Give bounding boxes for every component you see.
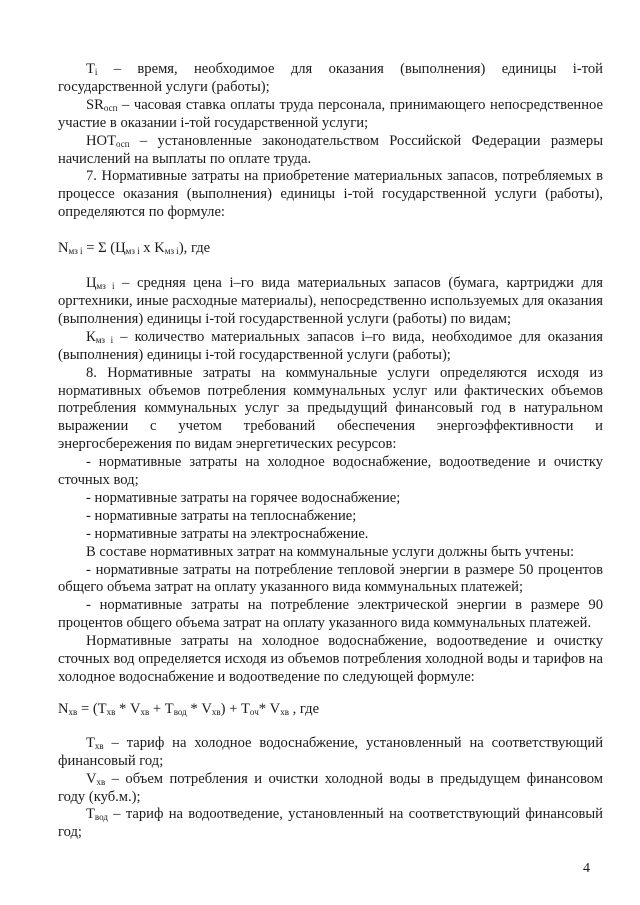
definition-text: – время, необходимое для оказания (выполнения) единицы i-той государственной услуги (работы); [58, 61, 603, 95]
definition-text: – тариф на водоотведение, установленный на соответствующий финансовый год; [58, 806, 603, 841]
bullet-heat-50: - нормативные затраты на потребление тепловой энергии в размере 50 процентов общего объема затрат на оплату указанного вида коммунальных платежей; [58, 561, 603, 596]
definition-text: – часовая ставка оплаты труда персонала, принимающего непосредственное участие в оказании i-той государственной услуги; [58, 96, 603, 131]
formula-part: N [58, 240, 69, 257]
formula-part: * V [115, 700, 141, 717]
subscript: мз i [164, 246, 179, 257]
bullet-cold-water: - нормативные затраты на холодное водоснабжение, водоотведение и очистку сточных вод; [58, 454, 603, 489]
formula-cold-water [58, 701, 603, 719]
subscript: хв [140, 706, 150, 717]
paragraph-sr [58, 97, 603, 133]
formula-part: * V [258, 700, 281, 717]
subscript: i [94, 67, 98, 77]
formula-part: N [58, 700, 69, 717]
symbol: T [86, 734, 95, 751]
subscript: вод [94, 812, 108, 823]
symbol: К [86, 328, 96, 345]
page-number: 4 [583, 861, 590, 876]
subscript: мз i [96, 281, 115, 292]
formula-materials [58, 240, 603, 258]
subscript: вод [173, 706, 187, 717]
item-7: 7. Нормативные затраты на приобретение материальных запасов, потребляемых в процессе оказания (выполнения) единицы i-той государственной услуги (работы), определяются по формуле: [58, 168, 603, 221]
subscript: хв [68, 706, 78, 717]
paragraph-cold-water: Нормативные затраты на холодное водоснабжение, водоотведение и очистку сточных вод определяется исходя из объемов потребления холодной воды и тарифов на холодное водоснабжение и водоотведение по следующей формуле: [58, 633, 603, 685]
formula-part: ) + T [220, 700, 250, 717]
paragraph-c [58, 275, 603, 329]
paragraph-consist: В составе нормативных затрат на коммунальные услуги должны быть учтены: [86, 543, 575, 560]
paragraph-t-i [58, 61, 603, 97]
paragraph-not [58, 133, 603, 169]
subscript: мз i [68, 246, 83, 257]
symbol: SR [86, 96, 104, 113]
paragraph-k [58, 329, 603, 365]
definition-text: – тариф на холодное водоснабжение, установленный на соответствующий финансовый год; [58, 734, 603, 769]
subscript: хв [94, 740, 104, 751]
definition-text: – установленные законодательством Российской Федерации размеры начислений на выплаты по оплате труда. [58, 132, 603, 167]
subscript: хв [280, 706, 289, 717]
definition-text: – количество материальных запасов i–го вида, необходимое для оказания (выполнения) единицы i-той государственной услуги (работы); [58, 328, 603, 363]
formula-part: = (T [77, 700, 107, 717]
symbol: T [86, 61, 95, 77]
symbol: Ц [86, 275, 97, 292]
symbol: V [86, 770, 97, 787]
definition-text: – объем потребления и очистки холодной воды в предыдущем финансовом году (куб.м.); [58, 770, 603, 805]
subscript: хв [211, 706, 221, 717]
document-body [58, 61, 603, 842]
bullet-hot-water: - нормативные затраты на горячее водоснабжение; [86, 489, 401, 506]
formula-part: = Σ (Ц [82, 240, 126, 257]
bullet-electric-90: - нормативные затраты на потребление электрической энергии в размере 90 процентов общего объема затрат на оплату указанного вида коммунальных платежей. [58, 597, 603, 632]
formula-part: * V [186, 700, 212, 717]
paragraph-txv [58, 735, 603, 771]
subscript: оч [249, 706, 259, 717]
subscript: осп [116, 138, 130, 149]
symbol: НОТ [86, 132, 116, 149]
definition-text: – средняя цена i–го вида материальных запасов (бумага, картриджи для оргтехники, иные расходные материалы), непосредственно используемых для оказания (выполнения) единицы i-той государственной услуги (работы) по видам; [58, 275, 603, 327]
formula-part: ), где [178, 240, 211, 257]
paragraph-vxv [58, 771, 603, 807]
formula-part: + T [149, 700, 174, 717]
paragraph-tvod [58, 806, 603, 842]
formula-part: x K [139, 240, 165, 257]
formula-part: , где [288, 700, 320, 717]
item-8: 8. Нормативные затраты на коммунальные услуги определяются исходя из нормативных объемов потребления коммунальных услуг или фактических объемов потребления коммунальных услуг за предыдущий финансовый год в натуральном выражении с учетом требований обеспечения энергоэффективности и энергосбережения по видам энергетических ресурсов: [58, 364, 603, 453]
symbol: T [86, 806, 95, 823]
subscript: хв [106, 706, 116, 717]
subscript: мз i [125, 246, 140, 257]
subscript: мз i [95, 334, 114, 345]
bullet-heating: - нормативные затраты на теплоснабжение; [86, 507, 357, 524]
subscript: осп [103, 102, 118, 113]
bullet-electricity: - нормативные затраты на электроснабжение. [86, 525, 369, 542]
subscript: хв [96, 776, 106, 787]
